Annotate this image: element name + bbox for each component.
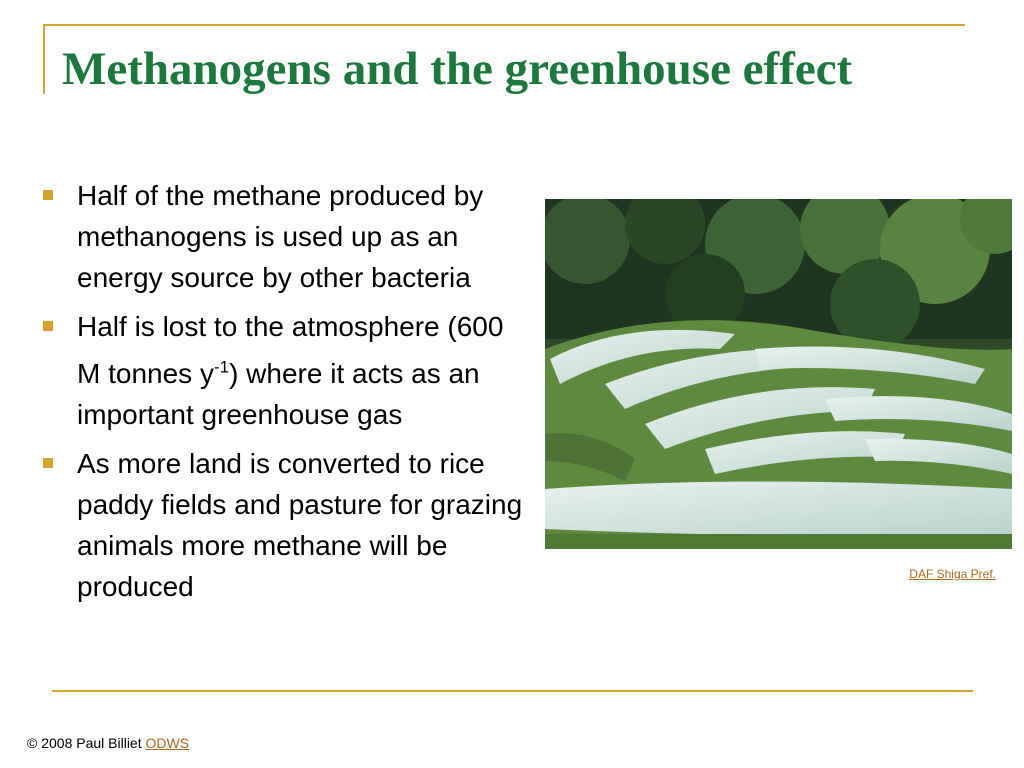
superscript: -1: [213, 358, 230, 377]
title-accent-bar: [43, 24, 45, 94]
rice-terrace-photo: [545, 199, 1012, 549]
bullet-text: As more land is converted to rice paddy fields and pasture for grazing animals more methane will be produced: [77, 448, 523, 603]
bullet-item: [40, 175, 530, 298]
footer-divider: [52, 690, 973, 692]
title-accent-line: [43, 24, 965, 26]
bullet-text-part: ) where it acts as an important greenhouse gas: [77, 358, 480, 431]
bullet-item: [40, 306, 530, 435]
image-credit-link[interactable]: DAF Shiga Pref.: [909, 567, 996, 581]
copyright-text: © 2008 Paul Billiet: [27, 735, 142, 751]
odws-link[interactable]: ODWS: [145, 735, 190, 751]
bullet-item: [40, 443, 530, 607]
bullet-text-part: Half is lost to the atmosphere (600 M tonnes y: [77, 311, 504, 390]
bullet-text: Half of the methane produced by methanogens is used up as an energy source by other bacteria: [77, 180, 484, 293]
square-bullet-icon: [43, 190, 53, 200]
bullet-text: [77, 311, 503, 430]
slide-title: Methanogens and the greenhouse effect: [62, 43, 853, 95]
square-bullet-icon: [43, 458, 53, 468]
square-bullet-icon: [43, 321, 53, 331]
footer: [27, 735, 189, 751]
bullet-list: [40, 175, 530, 615]
